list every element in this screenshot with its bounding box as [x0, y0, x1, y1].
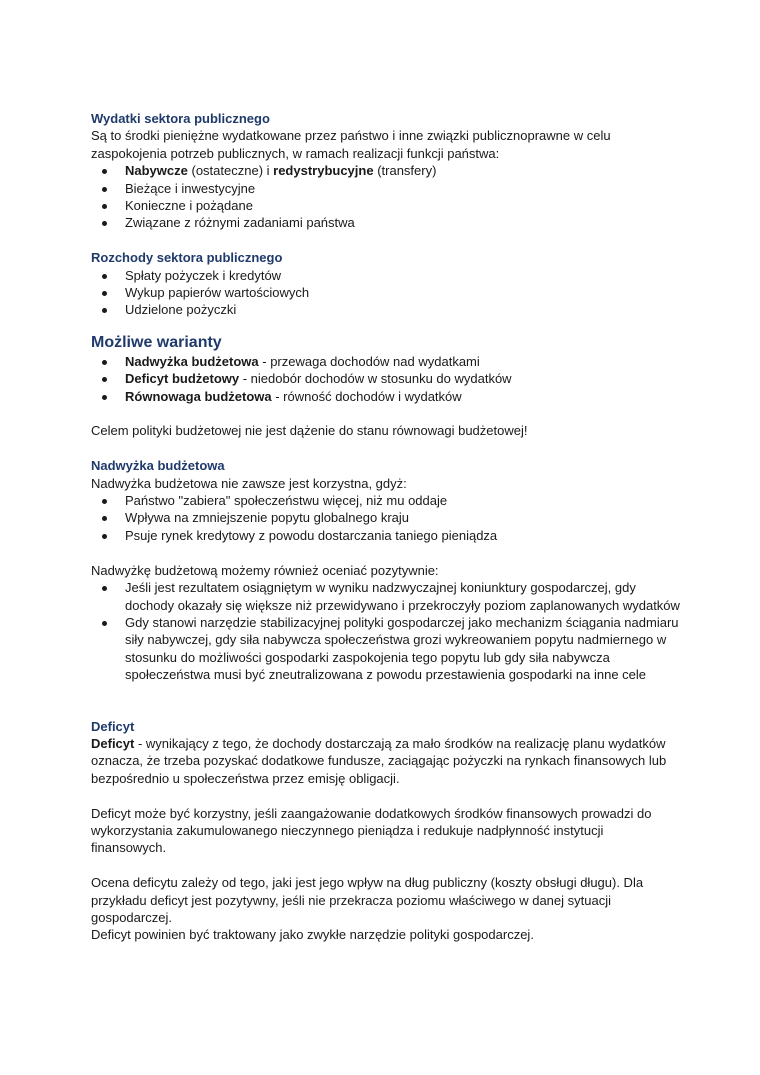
list-rozchody — [91, 267, 681, 319]
note-cel-polityki: Celem polityki budżetowej nie jest dążenie do stanu równowagi budżetowej! — [91, 423, 528, 439]
list-item: Gdy stanowi narzędzie stabilizacyjnej polityki gospodarczej jako mechanizm ściągania nadmiaru siły nabywczej, gdy siła nabywcza społeczeństwa grozi wykreowaniem popytu nadmiernego w stosunku do możliwości gospodarki zaspokojenia tego popytu lub gdy siła nabywcza społeczeństwa musi być zneutralizowana z powodu przestawienia gospodarki na inne cele — [91, 614, 681, 684]
list-nadwyzka-wady — [91, 492, 681, 544]
list-item: Bieżące i inwestycyjne — [91, 180, 681, 197]
list-item: Wpływa na zmniejszenie popytu globalnego kraju — [91, 509, 681, 526]
list-item: Państwo "zabiera" społeczeństwu więcej, niż mu oddaje — [91, 492, 681, 509]
list-nadwyzka-zalety — [91, 579, 681, 683]
list-item: Jeśli jest rezultatem osiągniętym w wyniku nadzwyczajnej koniunktury gospodarczej, gdy dochody okazały się większe niż przewidywano i przekroczyły poziom zaplanowanych wydatków — [91, 579, 681, 614]
paragraph-deficyt-narzedzie: Deficyt powinien być traktowany jako zwykłe narzędzie polityki gospodarczej. — [91, 927, 534, 943]
list-item: Równowaga budżetowa - równość dochodów i wydatków — [91, 388, 681, 405]
list-item: Psuje rynek kredytowy z powodu dostarczania taniego pieniądza — [91, 527, 681, 544]
paragraph-deficyt-korzystny: Deficyt może być korzystny, jeśli zaangażowanie dodatkowych środków finansowych prowadzi do wykorzystania zakumulowanego nieczynnego pieniądza i redukuje nadpłynność instytucji finansowych. — [91, 805, 652, 856]
list-item: Konieczne i pożądane — [91, 197, 681, 214]
heading-wydatki: Wydatki sektora publicznego — [91, 111, 270, 126]
list-item: Spłaty pożyczek i kredytów — [91, 267, 681, 284]
paragraph-wydatki-intro: Są to środki pieniężne wydatkowane przez państwo i inne związki publicznoprawne w celu zaspokojenia potrzeb publicznych, w ramach realizacji funkcji państwa: — [91, 128, 611, 161]
list-warianty — [91, 353, 681, 405]
list-item: Deficyt budżetowy - niedobór dochodów w stosunku do wydatków — [91, 370, 681, 387]
paragraph-nadwyzka-intro2: Nadwyżkę budżetową możemy również oceniać pozytywnie: — [91, 562, 439, 578]
list-item: Związane z różnymi zadaniami państwa — [91, 214, 681, 231]
list-item: Wykup papierów wartościowych — [91, 284, 681, 301]
document-content — [91, 110, 681, 944]
list-item: Nabywcze (ostateczne) i redystrybucyjne (transfery) — [91, 162, 681, 179]
list-item: Nadwyżka budżetowa - przewaga dochodów nad wydatkami — [91, 353, 681, 370]
list-item: Udzielone pożyczki — [91, 301, 681, 318]
paragraph-deficyt-ocena: Ocena deficytu zależy od tego, jaki jest jego wpływ na dług publiczny (koszty obsługi długu). Dla przykładu deficyt jest pozytywny, jeśli nie przekracza poziomu właściwego w danej sytuacji gospodarczej. — [91, 875, 644, 925]
paragraph-deficyt-definicja: Deficyt - wynikający z tego, że dochody dostarczają za mało środków na realizację planu wydatków oznacza, że trzeba pozyskać dodatkowe fundusze, zaciągając pożyczki na rynkach finansowych lub bezpośrednio u społeczeństwa przez emisję obligacji. — [91, 735, 667, 786]
heading-mozliwe-warianty: Możliwe warianty — [91, 333, 222, 351]
heading-rozchody: Rozchody sektora publicznego — [91, 250, 283, 266]
paragraph-nadwyzka-intro: Nadwyżka budżetowa nie zawsze jest korzystna, gdyż: — [91, 475, 407, 491]
list-wydatki — [91, 162, 681, 232]
heading-nadwyzka: Nadwyżka budżetowa — [91, 458, 225, 474]
heading-deficyt: Deficyt — [91, 718, 135, 734]
